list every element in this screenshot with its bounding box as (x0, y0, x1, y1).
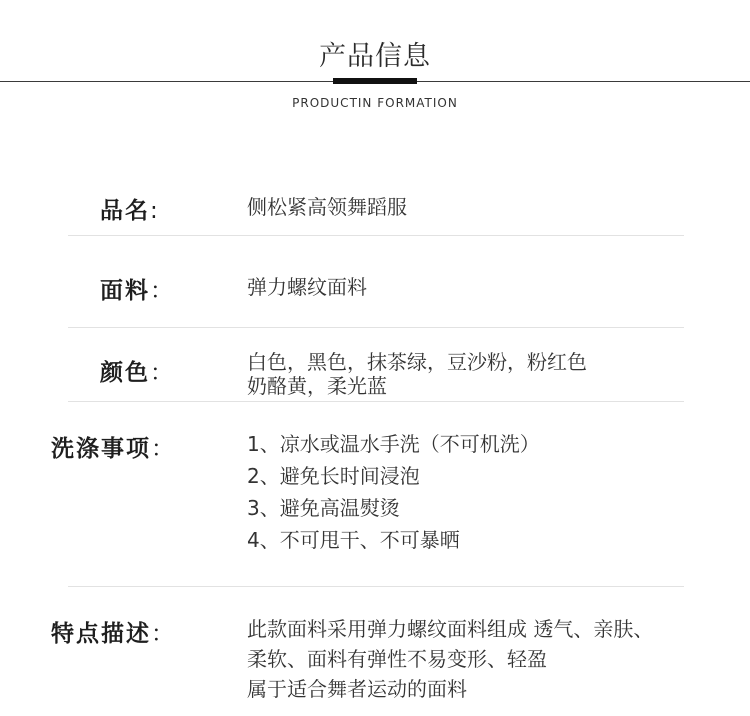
washing-item: 4、不可甩干、不可暴晒 (247, 528, 460, 552)
row-divider (68, 586, 684, 587)
features-label: 特点描述： (51, 621, 176, 647)
product-name-value: 侧松紧高领舞蹈服 (247, 195, 407, 219)
washing-value (247, 428, 540, 556)
washing-colon: ： (151, 436, 176, 462)
color-colon: ： (150, 360, 175, 386)
header-accent-bar (333, 78, 417, 84)
row-divider (68, 327, 684, 328)
features-colon: ： (151, 621, 176, 647)
row-divider (68, 401, 684, 402)
fabric-colon: ： (150, 278, 175, 304)
fabric-label: 面料： (100, 278, 175, 304)
features-value (247, 614, 653, 704)
section-subtitle: PRODUCTIN FORMATION (292, 96, 458, 110)
washing-item: 1、凉水或温水手洗（不可机洗） (247, 432, 540, 456)
washing-item: 2、避免长时间浸泡 (247, 464, 420, 488)
color-value (247, 350, 587, 398)
fabric-value: 弹力螺纹面料 (247, 275, 367, 299)
features-line: 属于适合舞者运动的面料 (247, 677, 467, 701)
color-value-line: 白色，黑色，抹茶绿，豆沙粉，粉红色 (247, 350, 587, 374)
features-line: 柔软、面料有弹性不易变形、轻盈 (247, 647, 547, 671)
section-title: 产品信息 (319, 41, 431, 72)
washing-item: 3、避免高温熨烫 (247, 496, 400, 520)
washing-label: 洗涤事项： (51, 436, 176, 462)
row-divider (68, 235, 684, 236)
color-value-line: 奶酪黄，柔光蓝 (247, 374, 387, 398)
color-label: 颜色： (100, 360, 175, 386)
features-line: 此款面料采用弹力螺纹面料组成 透气、亲肤、 (247, 617, 654, 641)
product-name-label: 品名: (100, 198, 160, 224)
product-name-colon: : (150, 198, 160, 224)
